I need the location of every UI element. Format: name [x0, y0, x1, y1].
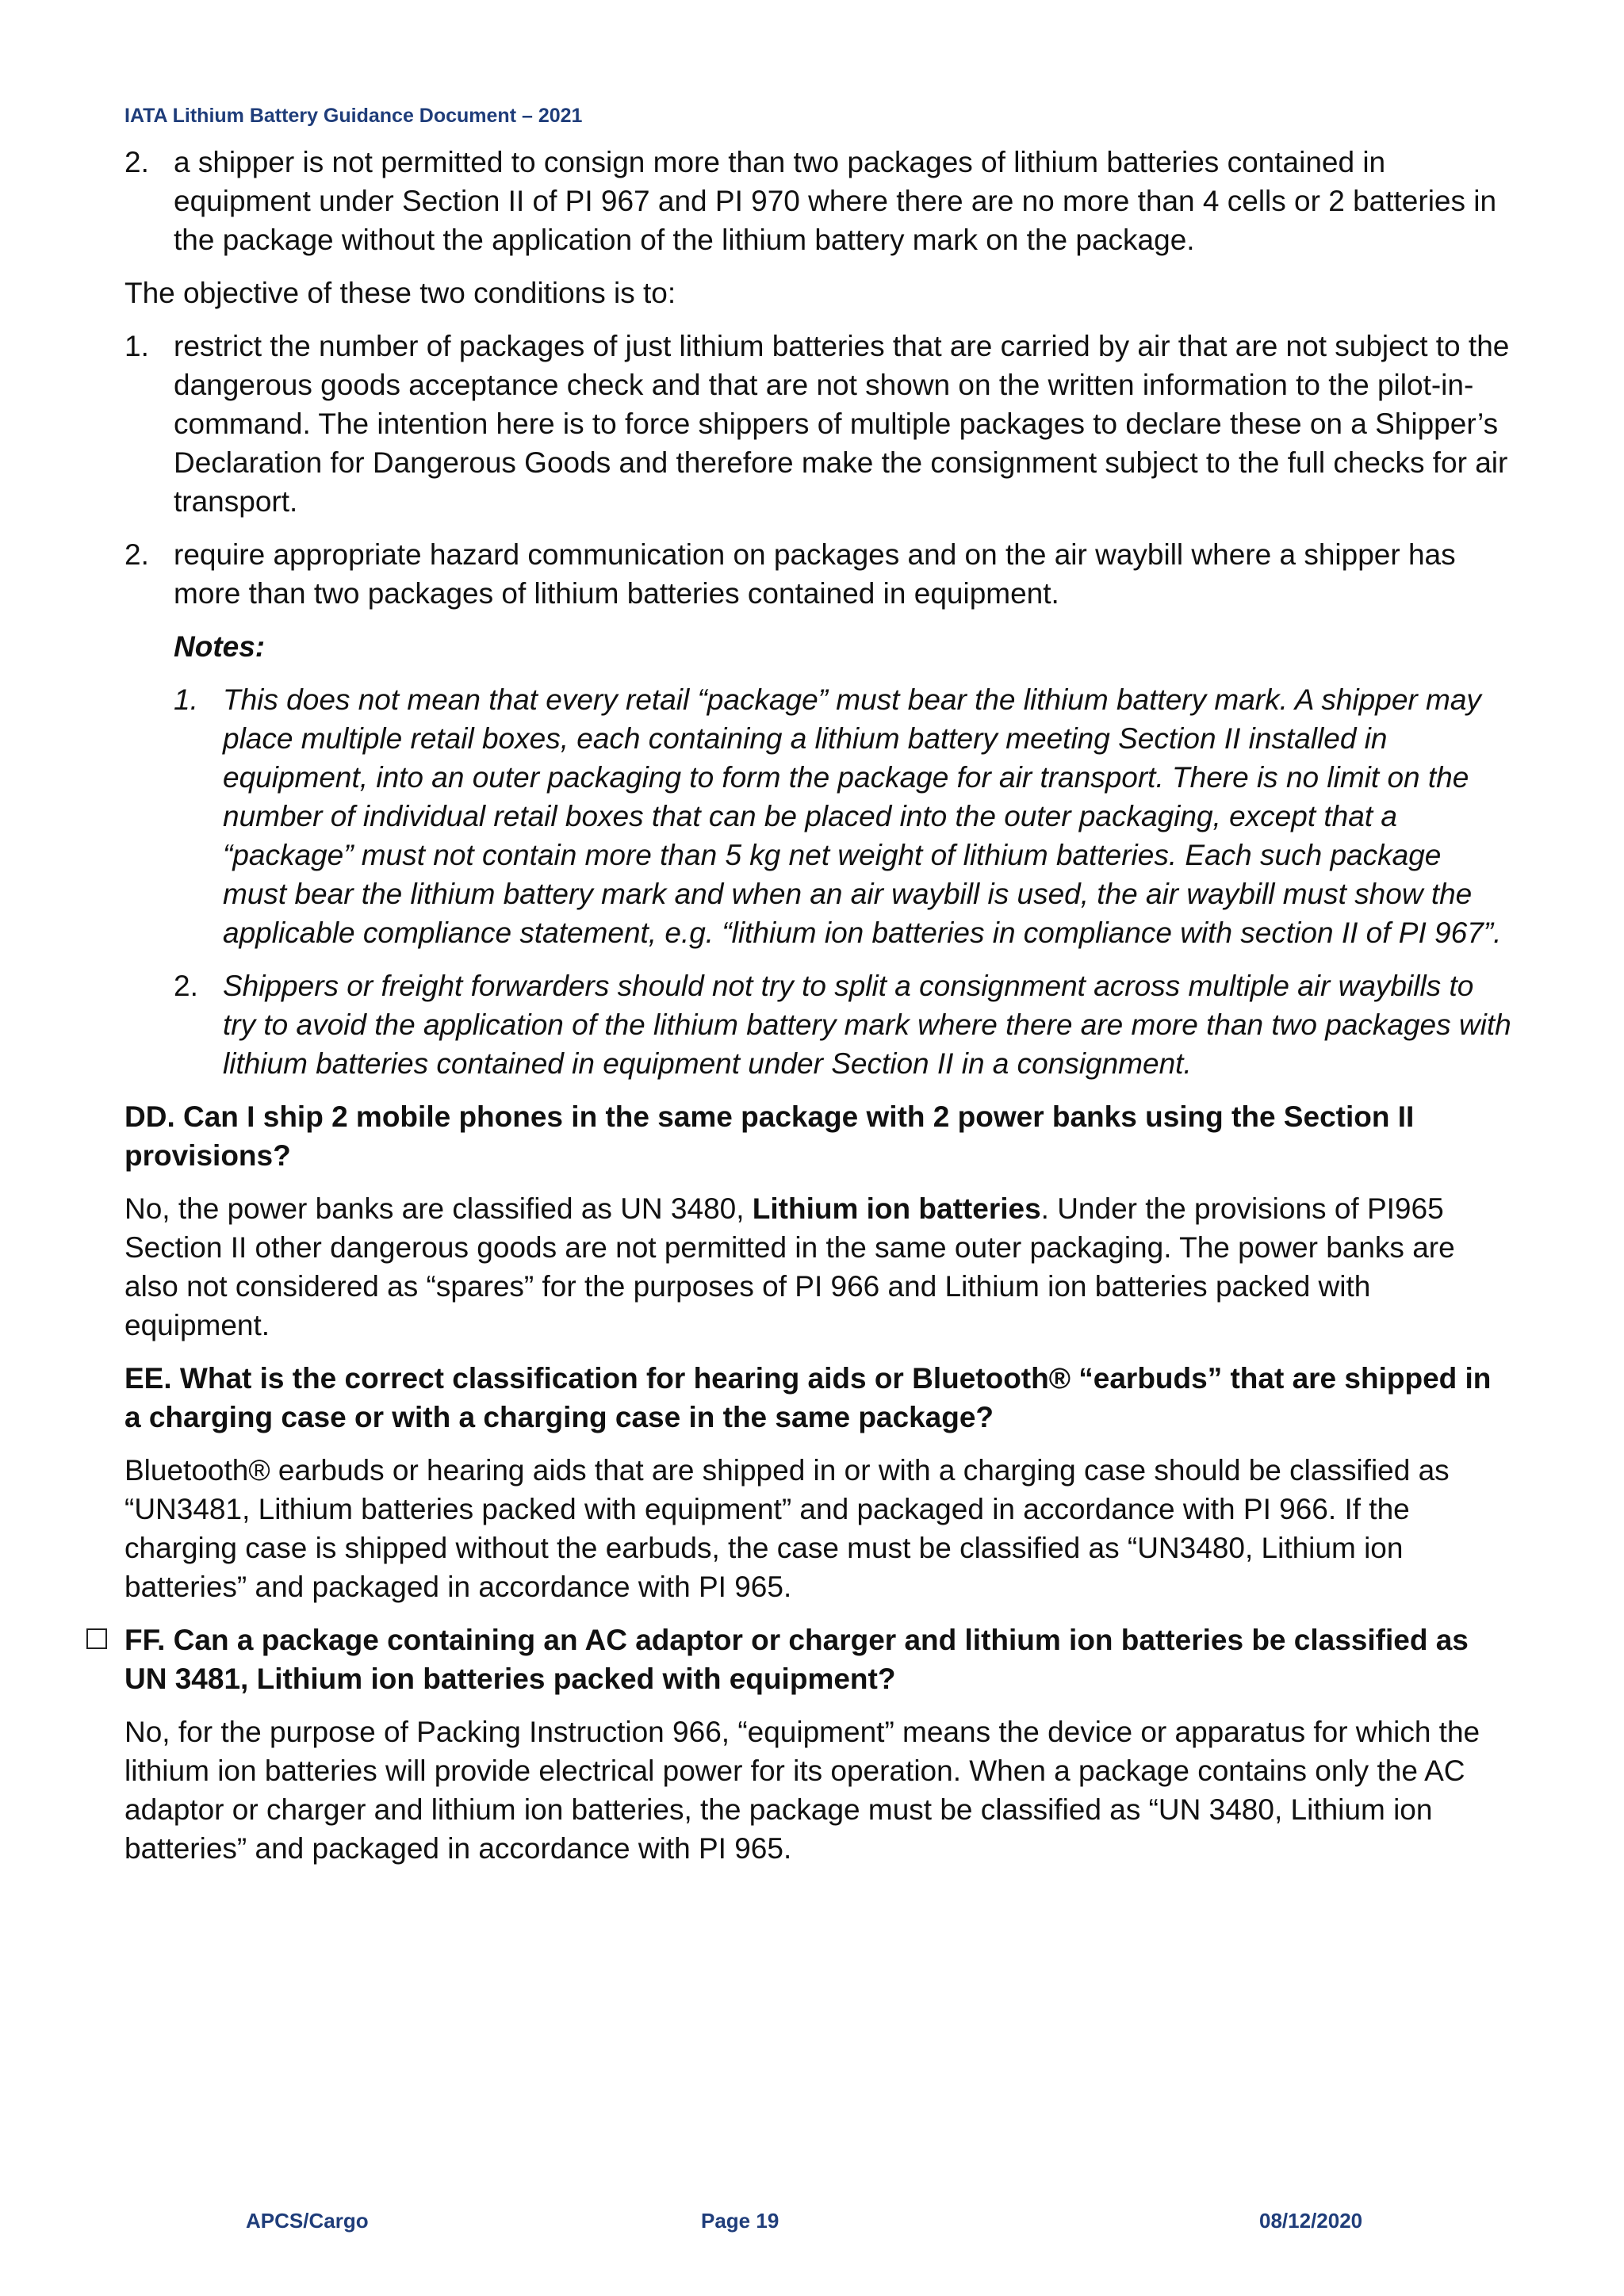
list-text: restrict the number of packages of just lithium batteries that are carried by air that are not subject to the dangerous goods acceptance check and that are not shown on the written information to the pilot-in-command. The intention here is to force shippers of multiple packages to declare these on a Shipper’s Declaration for Dangerous Goods and therefore make the consignment subject to the full checks for air transport. — [174, 330, 1510, 518]
objective-intro: The objective of these two conditions is to: — [124, 277, 676, 309]
note-number: 2. — [174, 970, 198, 1002]
list-number: 2. — [124, 146, 149, 178]
list-item — [124, 535, 1512, 613]
footer-date: 08/12/2020 — [1259, 2209, 1363, 2233]
note-text: Shippers or freight forwarders should not try to split a consignment across multiple air waybills to try to avoid the application of the lithium battery mark where there are more than two packages with lithium batteries contained in equipment under Section II in a consignment. — [223, 970, 1511, 1080]
note-item — [124, 966, 1512, 1083]
answer-ff: No, for the purpose of Packing Instruction 966, “equipment” means the device or apparatus for which the lithium ion batteries will provide electrical power for its operation. When a package contains only the AC adaptor or charger and lithium ion batteries, the package must be classified as “UN 3480, Lithium ion batteries” and packaged in accordance with PI 965. — [124, 1716, 1480, 1865]
notes-heading: Notes: — [174, 630, 266, 663]
answer-dd — [124, 1189, 1512, 1345]
list-text: a shipper is not permitted to consign more than two packages of lithium batteries contained in equipment under Section II of PI 967 and PI 970 where there are no more than 4 cells or 2 batteries in the package without the application of the lithium battery mark on the package. — [174, 146, 1497, 256]
question-ff-block — [124, 1621, 1512, 1698]
list-number: 2. — [124, 538, 149, 571]
answer-dd-text-2: . Under the provisions of PI965 Section II other dangerous goods are not permitted in the same outer packaging. The power banks are also not considered as “spares” for the purposes of PI 966 and Lithium ion batteries packed with equipment. — [124, 1192, 1455, 1341]
list-text: require appropriate hazard communication on packages and on the air waybill where a shipper has more than two packages of lithium batteries contained in equipment. — [174, 538, 1456, 610]
main-content — [124, 143, 1512, 1868]
list-item — [124, 143, 1512, 259]
list-item — [124, 327, 1512, 521]
footer-left: APCS/Cargo — [246, 2209, 369, 2233]
footer-page-number: Page 19 — [701, 2209, 779, 2233]
note-item — [124, 680, 1512, 952]
question-ff: FF. Can a package containing an AC adaptor or charger and lithium ion batteries be classified as UN 3481, Lithium ion batteries packed with equipment? — [124, 1624, 1469, 1695]
answer-ee: Bluetooth® earbuds or hearing aids that are shipped in or with a charging case should be classified as “UN3481, Lithium batteries packed with equipment” and packaged in accordance with PI 966. If the charging case is shipped without the earbuds, the case must be classified as “UN3480, Lithium ion batteries” and packaged in accordance with PI 965. — [124, 1454, 1450, 1603]
checkbox[interactable] — [86, 1628, 107, 1649]
header-title: IATA Lithium Battery Guidance Document – 2021 — [124, 105, 583, 127]
question-ee: EE. What is the correct classification for hearing aids or Bluetooth® “earbuds” that are shipped in a charging case or with a charging case in the same package? — [124, 1362, 1492, 1433]
note-number: 1. — [174, 683, 198, 716]
answer-dd-bold: Lithium ion batteries — [752, 1192, 1041, 1225]
question-dd: DD. Can I ship 2 mobile phones in the same package with 2 power banks using the Section II provisions? — [124, 1100, 1415, 1172]
note-text: This does not mean that every retail “package” must bear the lithium battery mark. A shipper may place multiple retail boxes, each containing a lithium battery meeting Section II installed in equipment, into an outer packaging to form the package for air transport. There is no limit on the number of individual retail boxes that can be placed into the outer packaging, except that a “package” must not contain more than 5 kg net weight of lithium batteries. Each such package must bear the lithium battery mark and when an air waybill is used, the air waybill must show the applicable compliance statement, e.g. “lithium ion batteries in compliance with section II of PI 967”. — [223, 683, 1502, 949]
list-number: 1. — [124, 330, 149, 362]
answer-dd-text: No, the power banks are classified as UN 3480, — [124, 1192, 753, 1225]
